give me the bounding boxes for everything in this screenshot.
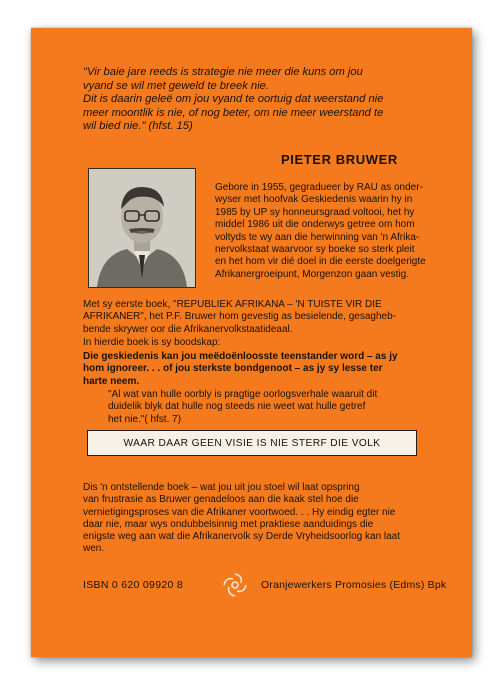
slogan-box bbox=[87, 430, 417, 456]
bio-line: Afrikanergroeipunt, Morgenzon gaan vestig. bbox=[215, 268, 410, 280]
quote-line: meer moontlik is nie, of nog beter, om nie meer weerstand te bbox=[83, 106, 384, 119]
quote-line: het nie."( hfst. 7) bbox=[108, 413, 182, 425]
publisher: Oranjewerkers Promosies (Edms) Bpk bbox=[261, 579, 447, 591]
author-bio bbox=[215, 182, 447, 281]
quote-line: "Al wat van hulle oorbly is pragtige oorlogsverhale waaruit dit bbox=[108, 389, 378, 400]
paragraph-line: Die geskiedenis kan jou meëdoënloosste teenstander word – as jy bbox=[83, 351, 398, 362]
bio-line: voltyds te wy aan die herwinning van 'n Afrika- bbox=[215, 231, 420, 243]
quote-line: vyand se wil met geweld te breek nie. bbox=[83, 79, 269, 92]
message-bold bbox=[83, 351, 453, 388]
paragraph-line: enigste weg aan wat die Afrikanervolk sy Derde Vryheidsoorlog kan laat bbox=[83, 531, 401, 543]
quote-line: Dit is daarin geleë om jou vyand te oortuig dat weerstand nie bbox=[83, 93, 384, 106]
bio-line: en het hom vir dié doel in die eerste doelgerigte bbox=[215, 256, 426, 268]
author-name: PIETER BRUWER bbox=[281, 152, 398, 167]
quote-line: duidelik blyk dat hulle nog steeds nie weet wat hulle getref bbox=[108, 401, 366, 413]
message-intro: In hierdie boek is sy boodskap: bbox=[83, 337, 221, 348]
first-book-paragraph bbox=[83, 299, 451, 336]
slogan-text: WAAR DAAR GEEN VISIE IS NIE STERF DIE VOLK bbox=[123, 437, 381, 449]
bio-line: middel 1986 uit die onderwys getree om hom bbox=[215, 219, 415, 231]
author-photo bbox=[88, 168, 196, 288]
swirl-logo-icon bbox=[221, 571, 249, 599]
paragraph-line: Met sy eerste boek, "REPUBLIEK AFRIKANA – 'N TUISTE VIR DIE bbox=[83, 299, 382, 310]
isbn: ISBN 0 620 09920 8 bbox=[83, 579, 183, 591]
bio-line: nervolkstaat waarvoor sy boeke so sterk pleit bbox=[215, 244, 415, 256]
bio-line: 1985 by UP sy honneursgraad voltooi, het hy bbox=[215, 206, 415, 218]
paragraph-line: bende skrywer oor die Afrikanervolkstaatideaal. bbox=[83, 323, 293, 335]
quote-line: "Vir baie jare reeds is strategie nie meer die kuns om jou bbox=[83, 66, 363, 78]
chapter-quote bbox=[108, 389, 453, 426]
paragraph-line: van frustrasie as Bruwer genadeloos aan die kaak stel hoe die bbox=[83, 494, 359, 506]
opening-quote bbox=[83, 66, 443, 134]
quote-line: wil bied nie." (hfst. 15) bbox=[83, 120, 193, 133]
paragraph-line: harte neem. bbox=[83, 375, 140, 387]
book-back-cover bbox=[31, 28, 472, 657]
paragraph-line: Dis 'n ontstellende boek – wat jou uit jou stoel wil laat opspring bbox=[83, 482, 360, 493]
paragraph-line: AFRIKANER", het P.F. Bruwer hom gevestig as besielende, gesagheb- bbox=[83, 311, 396, 323]
closing-paragraph bbox=[83, 482, 455, 556]
author-portrait-image bbox=[89, 169, 195, 287]
paragraph-line: vernietigingsproses van die Afrikaner voortwoed. . . Hy eindig egter nie bbox=[83, 506, 396, 518]
bio-line: Gebore in 1955, gegradueer by RAU as onder- bbox=[215, 182, 423, 193]
paragraph-line: hom ignoreer. . . of jou sterkste bondgenoot – as jy sy lesse ter bbox=[83, 363, 383, 375]
paragraph-line: daar nie, maar wys ondubbelsinnig met praktiese aanduidings die bbox=[83, 518, 374, 530]
bio-line: wyser met hoofvak Geskiedenis waarin hy in bbox=[215, 194, 413, 206]
paragraph-line: wen. bbox=[83, 543, 105, 555]
